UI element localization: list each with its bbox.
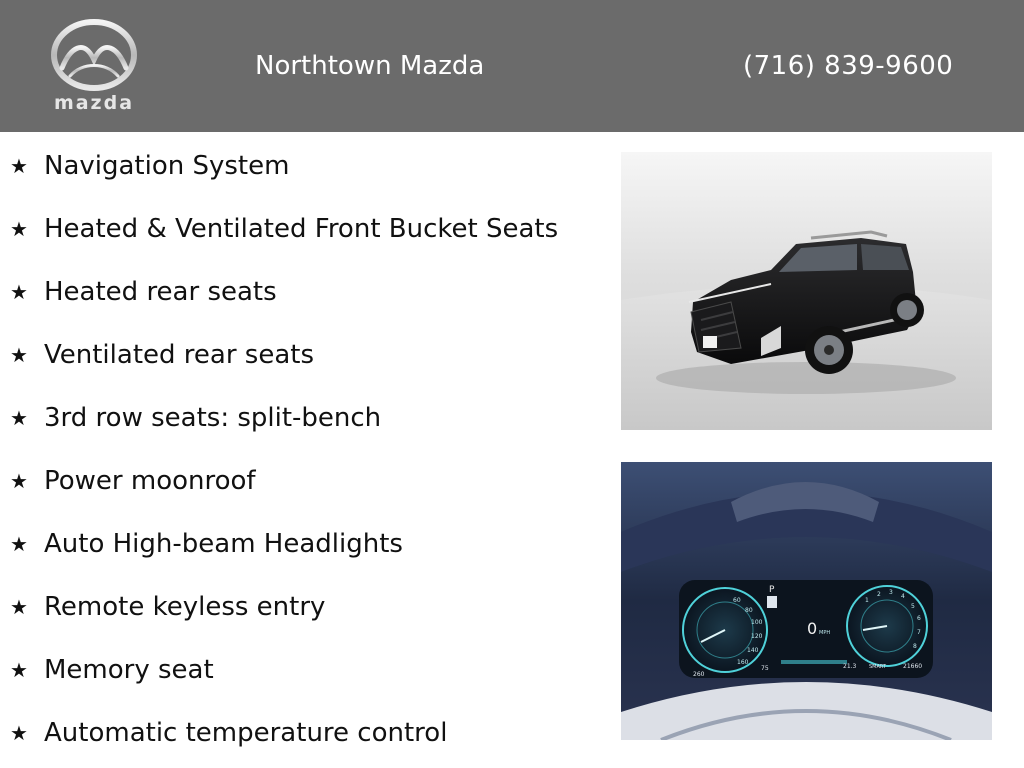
mazda-logo [40, 18, 148, 118]
gear-indicator: P [769, 585, 775, 595]
right-gauge-tick: 6 [917, 615, 921, 622]
left-gauge-tick: 60 [733, 597, 741, 604]
feature-text: Remote keyless entry [44, 592, 326, 622]
feature-text: 3rd row seats: split-bench [44, 403, 382, 433]
logo-wordmark: mazda [53, 92, 135, 114]
right-gauge-tick: 2 [877, 591, 881, 598]
right-gauge-tick: 1 [865, 597, 869, 604]
mpg-readout: 21.3 [843, 663, 857, 670]
star-icon: ★ [10, 406, 28, 430]
mazda-emblem-icon [40, 18, 148, 92]
left-gauge-tick: 100 [751, 619, 763, 626]
list-item [10, 209, 558, 249]
list-item [10, 587, 325, 627]
list-item [10, 398, 381, 438]
list-item [10, 461, 256, 501]
list-item [10, 335, 314, 375]
feature-text: Heated & Ventilated Front Bucket Seats [44, 214, 559, 244]
star-icon: ★ [10, 595, 28, 619]
star-icon: ★ [10, 343, 28, 367]
right-gauge-tick: 4 [901, 593, 905, 600]
speed-unit: MPH [819, 630, 831, 636]
list-item [10, 650, 214, 690]
drive-mode: SMART [869, 664, 887, 670]
left-gauge-tick: 80 [745, 607, 753, 614]
right-gauge-tick: 8 [913, 643, 917, 650]
feature-text: Power moonroof [44, 466, 256, 496]
feature-text: Ventilated rear seats [44, 340, 314, 370]
star-icon: ★ [10, 280, 28, 304]
list-item [10, 713, 447, 753]
right-gauge-tick: 3 [889, 589, 893, 596]
feature-text: Memory seat [44, 655, 214, 685]
star-icon: ★ [10, 469, 28, 493]
feature-text: Navigation System [44, 151, 290, 181]
instrument-cluster-image [621, 462, 992, 740]
star-icon: ★ [10, 721, 28, 745]
feature-text: Heated rear seats [44, 277, 277, 307]
star-icon: ★ [10, 154, 28, 178]
list-item [10, 272, 277, 312]
feature-text: Automatic temperature control [44, 718, 448, 748]
left-gauge-tick: 160 [737, 659, 749, 666]
speed-readout: 0 [807, 619, 818, 638]
range-readout: 260 [693, 671, 705, 678]
star-icon: ★ [10, 658, 28, 682]
left-gauge-tick: 120 [751, 633, 763, 640]
right-gauge-tick: 5 [911, 603, 915, 610]
dealer-phone: (716) 839-9600 [743, 51, 954, 81]
star-icon: ★ [10, 217, 28, 241]
dealer-header [0, 0, 1024, 132]
left-gauge-tick: 140 [747, 647, 759, 654]
odometer-readout: 21660 [903, 663, 923, 670]
feature-text: Auto High-beam Headlights [44, 529, 403, 559]
vehicle-exterior-photo[interactable] [621, 152, 992, 430]
temperature-readout: 75 [761, 665, 769, 672]
dealer-name: Northtown Mazda [255, 51, 485, 81]
instrument-cluster-photo[interactable] [621, 462, 992, 740]
suv-image [621, 152, 992, 430]
star-icon: ★ [10, 532, 28, 556]
right-gauge-tick: 7 [917, 629, 921, 636]
list-item [10, 524, 403, 564]
list-item [10, 146, 289, 186]
